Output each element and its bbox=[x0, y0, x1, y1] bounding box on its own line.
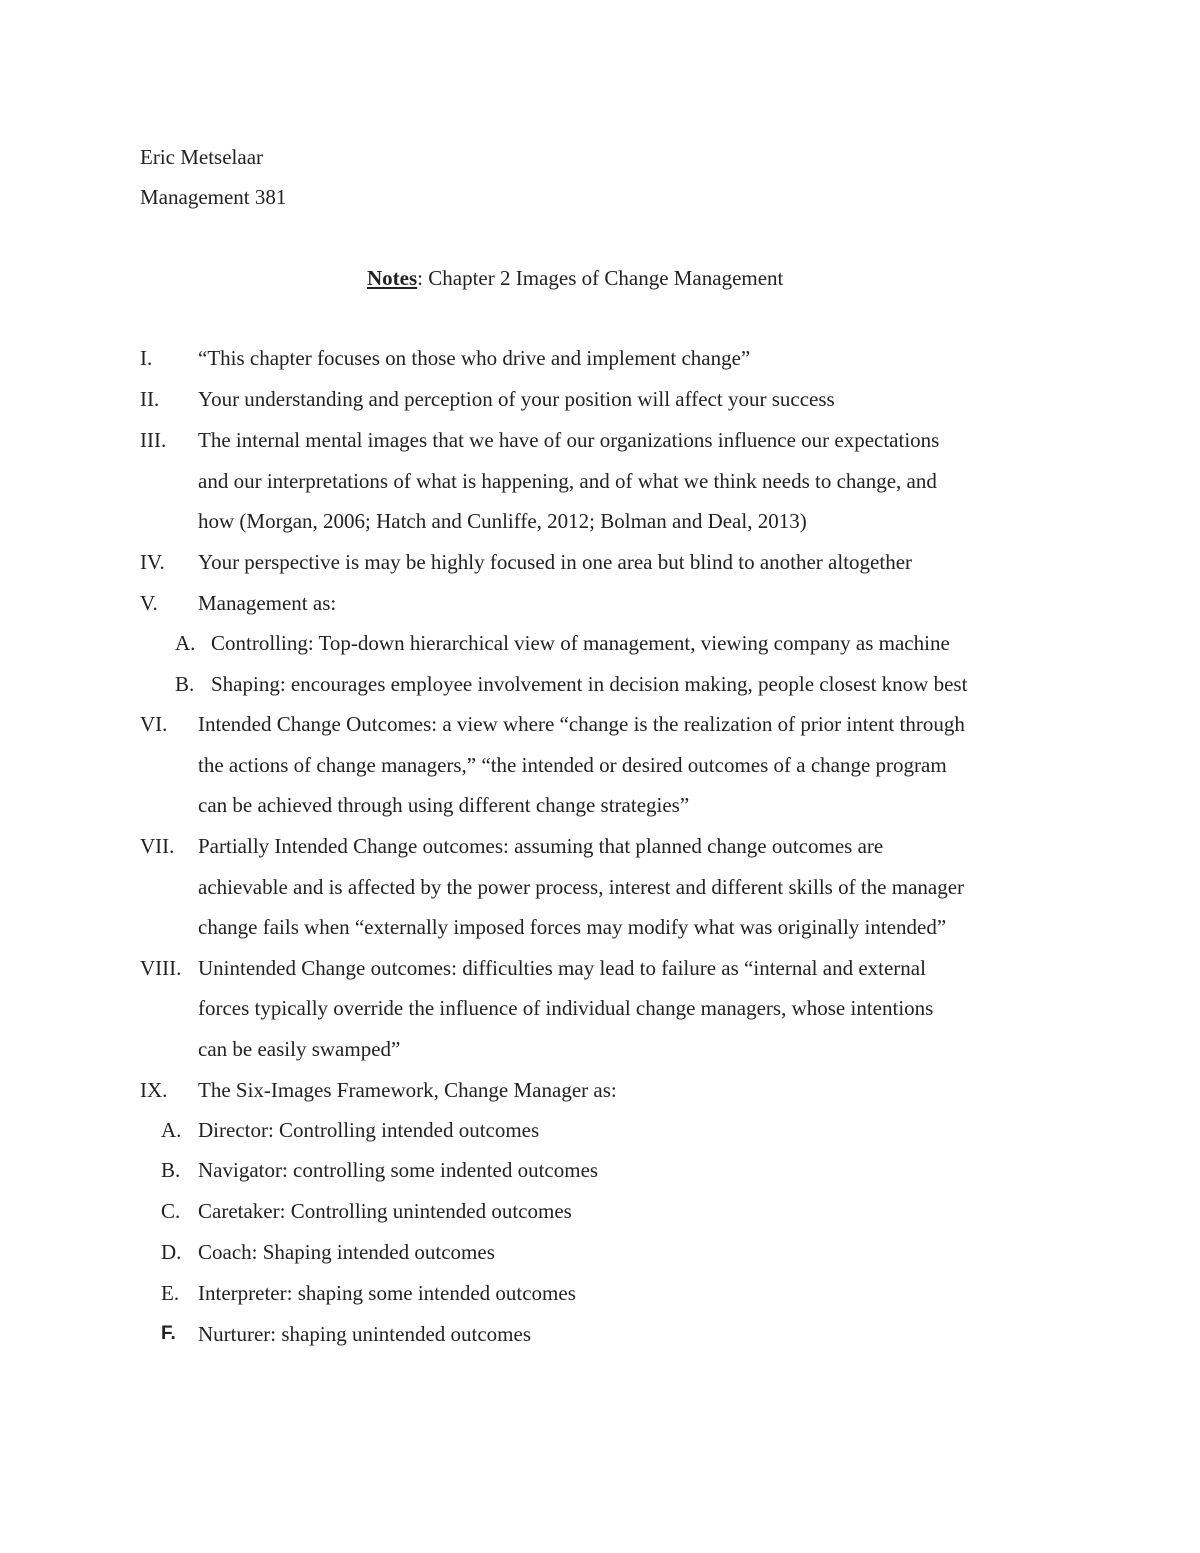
item-text: Interpreter: shaping some intended outcomes bbox=[198, 1281, 576, 1305]
item-text: Intended Change Outcomes: a view where “change is the realization of prior intent through bbox=[198, 712, 965, 736]
item-text: how (Morgan, 2006; Hatch and Cunliffe, 2012; Bolman and Deal, 2013) bbox=[198, 509, 807, 533]
item-text: Unintended Change outcomes: difficulties may lead to failure as “internal and external bbox=[198, 956, 926, 980]
title-separator: : bbox=[417, 266, 423, 290]
item-text: Coach: Shaping intended outcomes bbox=[198, 1240, 495, 1264]
author-name: Eric Metselaar bbox=[140, 145, 264, 169]
course-name: Management 381 bbox=[140, 185, 287, 209]
item-text: Your perspective is may be highly focused in one area but blind to another altogether bbox=[198, 550, 913, 574]
item-letter: F. bbox=[161, 1323, 176, 1344]
document-title bbox=[367, 264, 783, 292]
item-text: Caretaker: Controlling unintended outcomes bbox=[198, 1199, 572, 1223]
item-text: the actions of change managers,” “the intended or desired outcomes of a change program bbox=[198, 753, 947, 777]
item-letter: B. bbox=[161, 1158, 181, 1182]
item-text: Director: Controlling intended outcomes bbox=[198, 1118, 540, 1142]
item-text: forces typically override the influence of individual change managers, whose intentions bbox=[198, 996, 934, 1020]
item-letter: B. bbox=[175, 672, 195, 696]
item-text: Management as: bbox=[198, 591, 337, 615]
item-letter: A. bbox=[161, 1118, 182, 1142]
item-letter: E. bbox=[161, 1281, 180, 1305]
item-text: Controlling: Top-down hierarchical view of management, viewing company as machine bbox=[211, 631, 950, 655]
item-number: IX. bbox=[140, 1078, 168, 1102]
item-text: The Six-Images Framework, Change Manager as: bbox=[198, 1078, 617, 1102]
item-number: IV. bbox=[140, 550, 165, 574]
item-letter: A. bbox=[175, 631, 196, 655]
item-text: Navigator: controlling some indented outcomes bbox=[198, 1158, 599, 1182]
item-text: Nurturer: shaping unintended outcomes bbox=[198, 1322, 532, 1346]
item-text: change fails when “externally imposed forces may modify what was originally intended” bbox=[198, 915, 947, 939]
item-number: VII. bbox=[140, 834, 175, 858]
item-letter: D. bbox=[161, 1240, 182, 1264]
item-text: Your understanding and perception of your position will affect your success bbox=[198, 387, 835, 411]
item-text: “This chapter focuses on those who drive and implement change” bbox=[198, 346, 751, 370]
item-text: can be easily swamped” bbox=[198, 1037, 401, 1061]
item-number: III. bbox=[140, 428, 167, 452]
item-letter: C. bbox=[161, 1199, 181, 1223]
item-number: V. bbox=[140, 591, 158, 615]
item-number: I. bbox=[140, 346, 153, 370]
item-text: Partially Intended Change outcomes: assuming that planned change outcomes are bbox=[198, 834, 884, 858]
title-text: Chapter 2 Images of Change Management bbox=[423, 266, 784, 290]
item-number: VI. bbox=[140, 712, 168, 736]
title-label: Notes bbox=[367, 266, 418, 290]
item-text: The internal mental images that we have of our organizations influence our expectations bbox=[198, 428, 940, 452]
item-text: can be achieved through using different change strategies” bbox=[198, 793, 690, 817]
item-text: Shaping: encourages employee involvement in decision making, people closest know best bbox=[211, 672, 968, 696]
item-text: and our interpretations of what is happening, and of what we think needs to change, and bbox=[198, 469, 937, 493]
item-number: II. bbox=[140, 387, 160, 411]
item-text: achievable and is affected by the power process, interest and different skills of the manager bbox=[198, 875, 965, 899]
item-number: VIII. bbox=[140, 956, 182, 980]
